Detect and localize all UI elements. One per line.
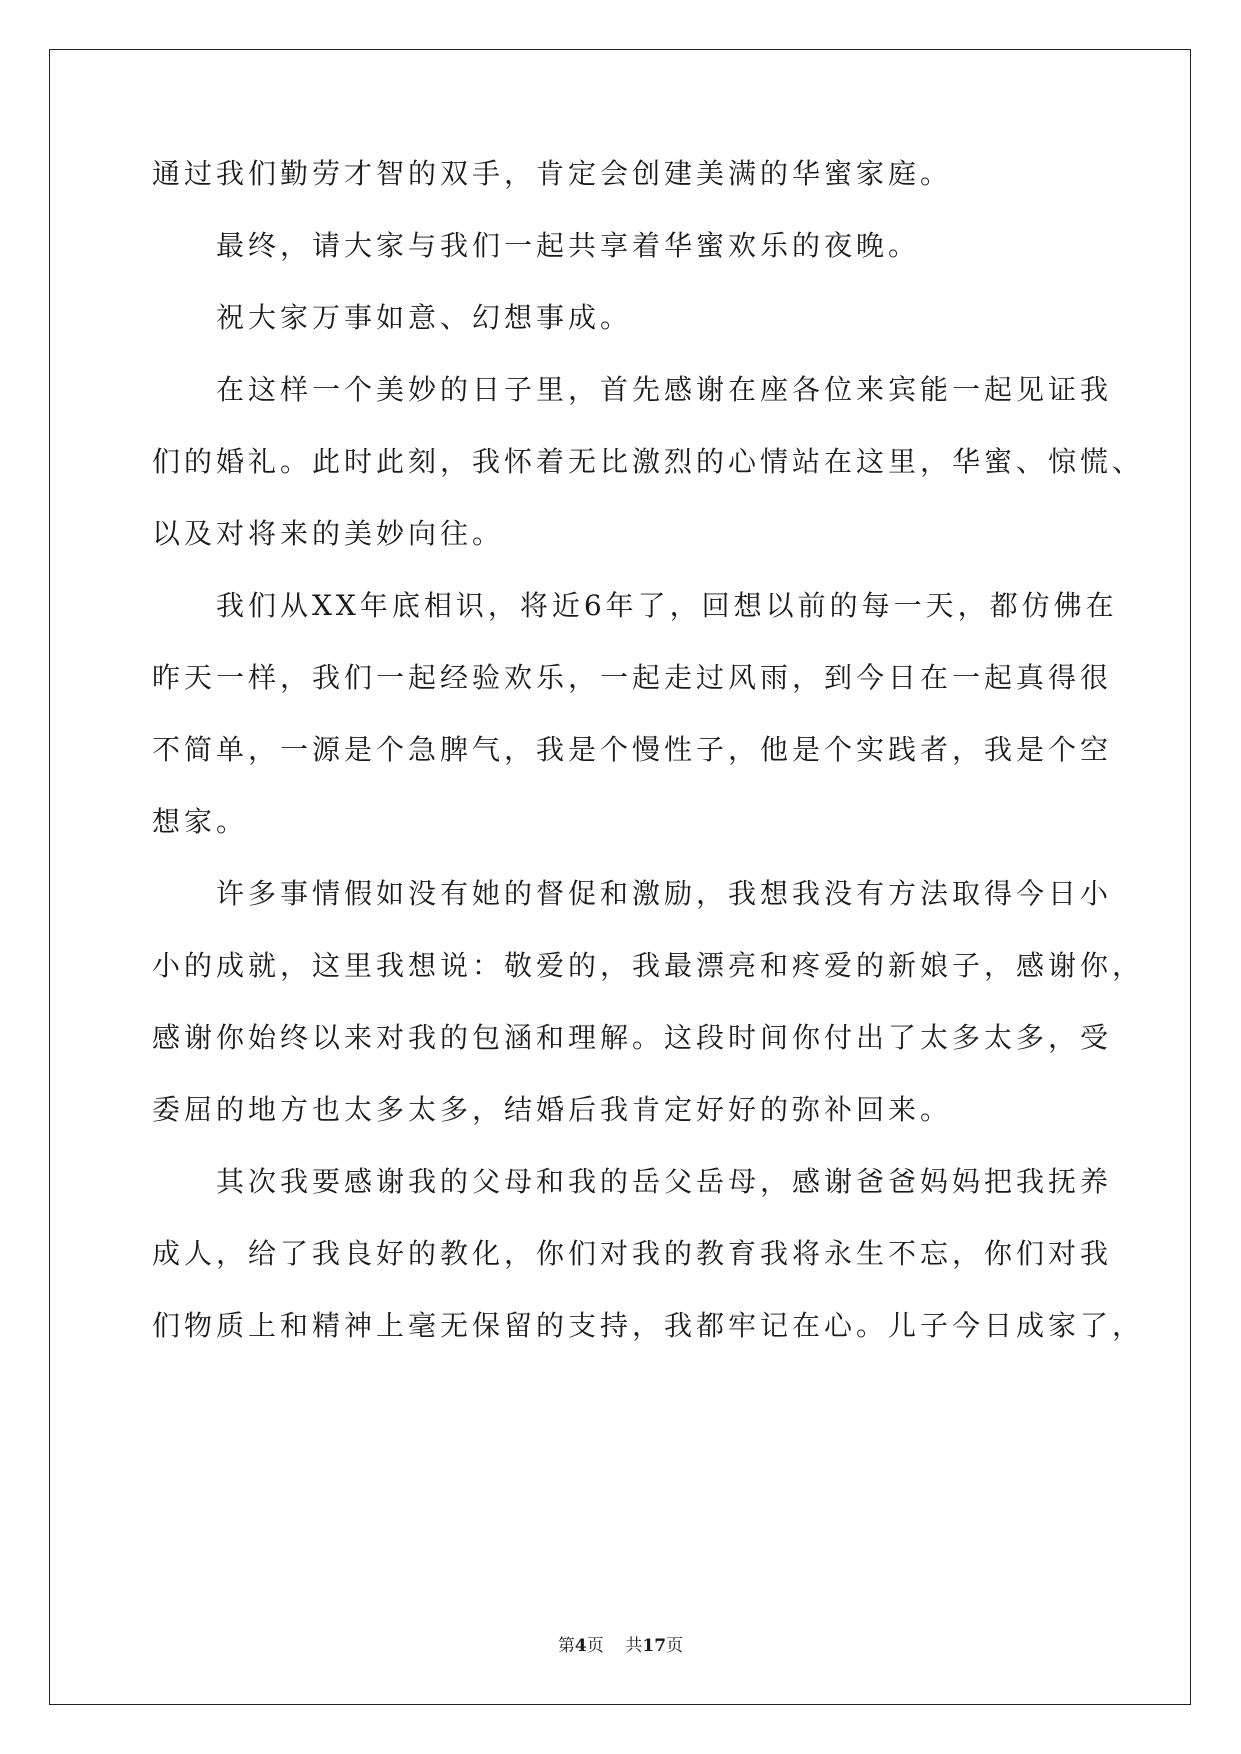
body-text-line: 想家。	[152, 805, 249, 838]
body-text-line: 委屈的地方也太多太多，结婚后我肯定好好的弥补回来。	[152, 1093, 953, 1126]
body-text-line: 昨天一样，我们一起经验欢乐，一起走过风雨，到今日在一起真得很	[152, 661, 1113, 694]
body-text-line: 感谢你始终以来对我的包涵和理解。这段时间你付出了太多太多，受	[152, 1021, 1113, 1054]
total-page-count: 17	[642, 1636, 667, 1656]
body-text-line: 最终，请大家与我们一起共享着华蜜欢乐的夜晚。	[152, 229, 921, 262]
body-text-line: 在这样一个美妙的日子里，首先感谢在座各位来宾能一起见证我	[152, 373, 1113, 406]
body-text-line: 们物质上和精神上毫无保留的支持，我都牢记在心。儿子今日成家了，	[152, 1309, 1145, 1342]
page-footer	[0, 1634, 1241, 1658]
body-text-line: 祝大家万事如意、幻想事成。	[152, 301, 633, 334]
body-text-line: 成人，给了我良好的教化，你们对我的教育我将永生不忘，你们对我	[152, 1237, 1113, 1270]
total-label-suffix: 页	[666, 1636, 684, 1656]
page-label-prefix: 第	[557, 1636, 575, 1656]
body-text-line: 以及对将来的美妙向往。	[152, 517, 505, 550]
page-label-suffix: 页	[586, 1636, 604, 1656]
body-text-line: 小的成就，这里我想说：敬爱的，我最漂亮和疼爱的新娘子，感谢你，	[152, 949, 1145, 982]
body-text-line: 不简单，一源是个急脾气，我是个慢性子，他是个实践者，我是个空	[152, 733, 1113, 766]
body-text-line: 们的婚礼。此时此刻，我怀着无比激烈的心情站在这里，华蜜、惊慌、	[152, 445, 1145, 478]
total-label-prefix: 共	[625, 1636, 643, 1656]
current-page-number: 4	[574, 1636, 587, 1656]
body-text-line: 我们从XX年底相识，将近6年了，回想以前的每一天，都仿佛在	[152, 589, 1118, 622]
body-text-line: 其次我要感谢我的父母和我的岳父岳母，感谢爸爸妈妈把我抚养	[152, 1165, 1113, 1198]
body-text-line: 通过我们勤劳才智的双手，肯定会创建美满的华蜜家庭。	[152, 157, 953, 190]
body-text-line: 许多事情假如没有她的督促和激励，我想我没有方法取得今日小	[152, 877, 1113, 910]
